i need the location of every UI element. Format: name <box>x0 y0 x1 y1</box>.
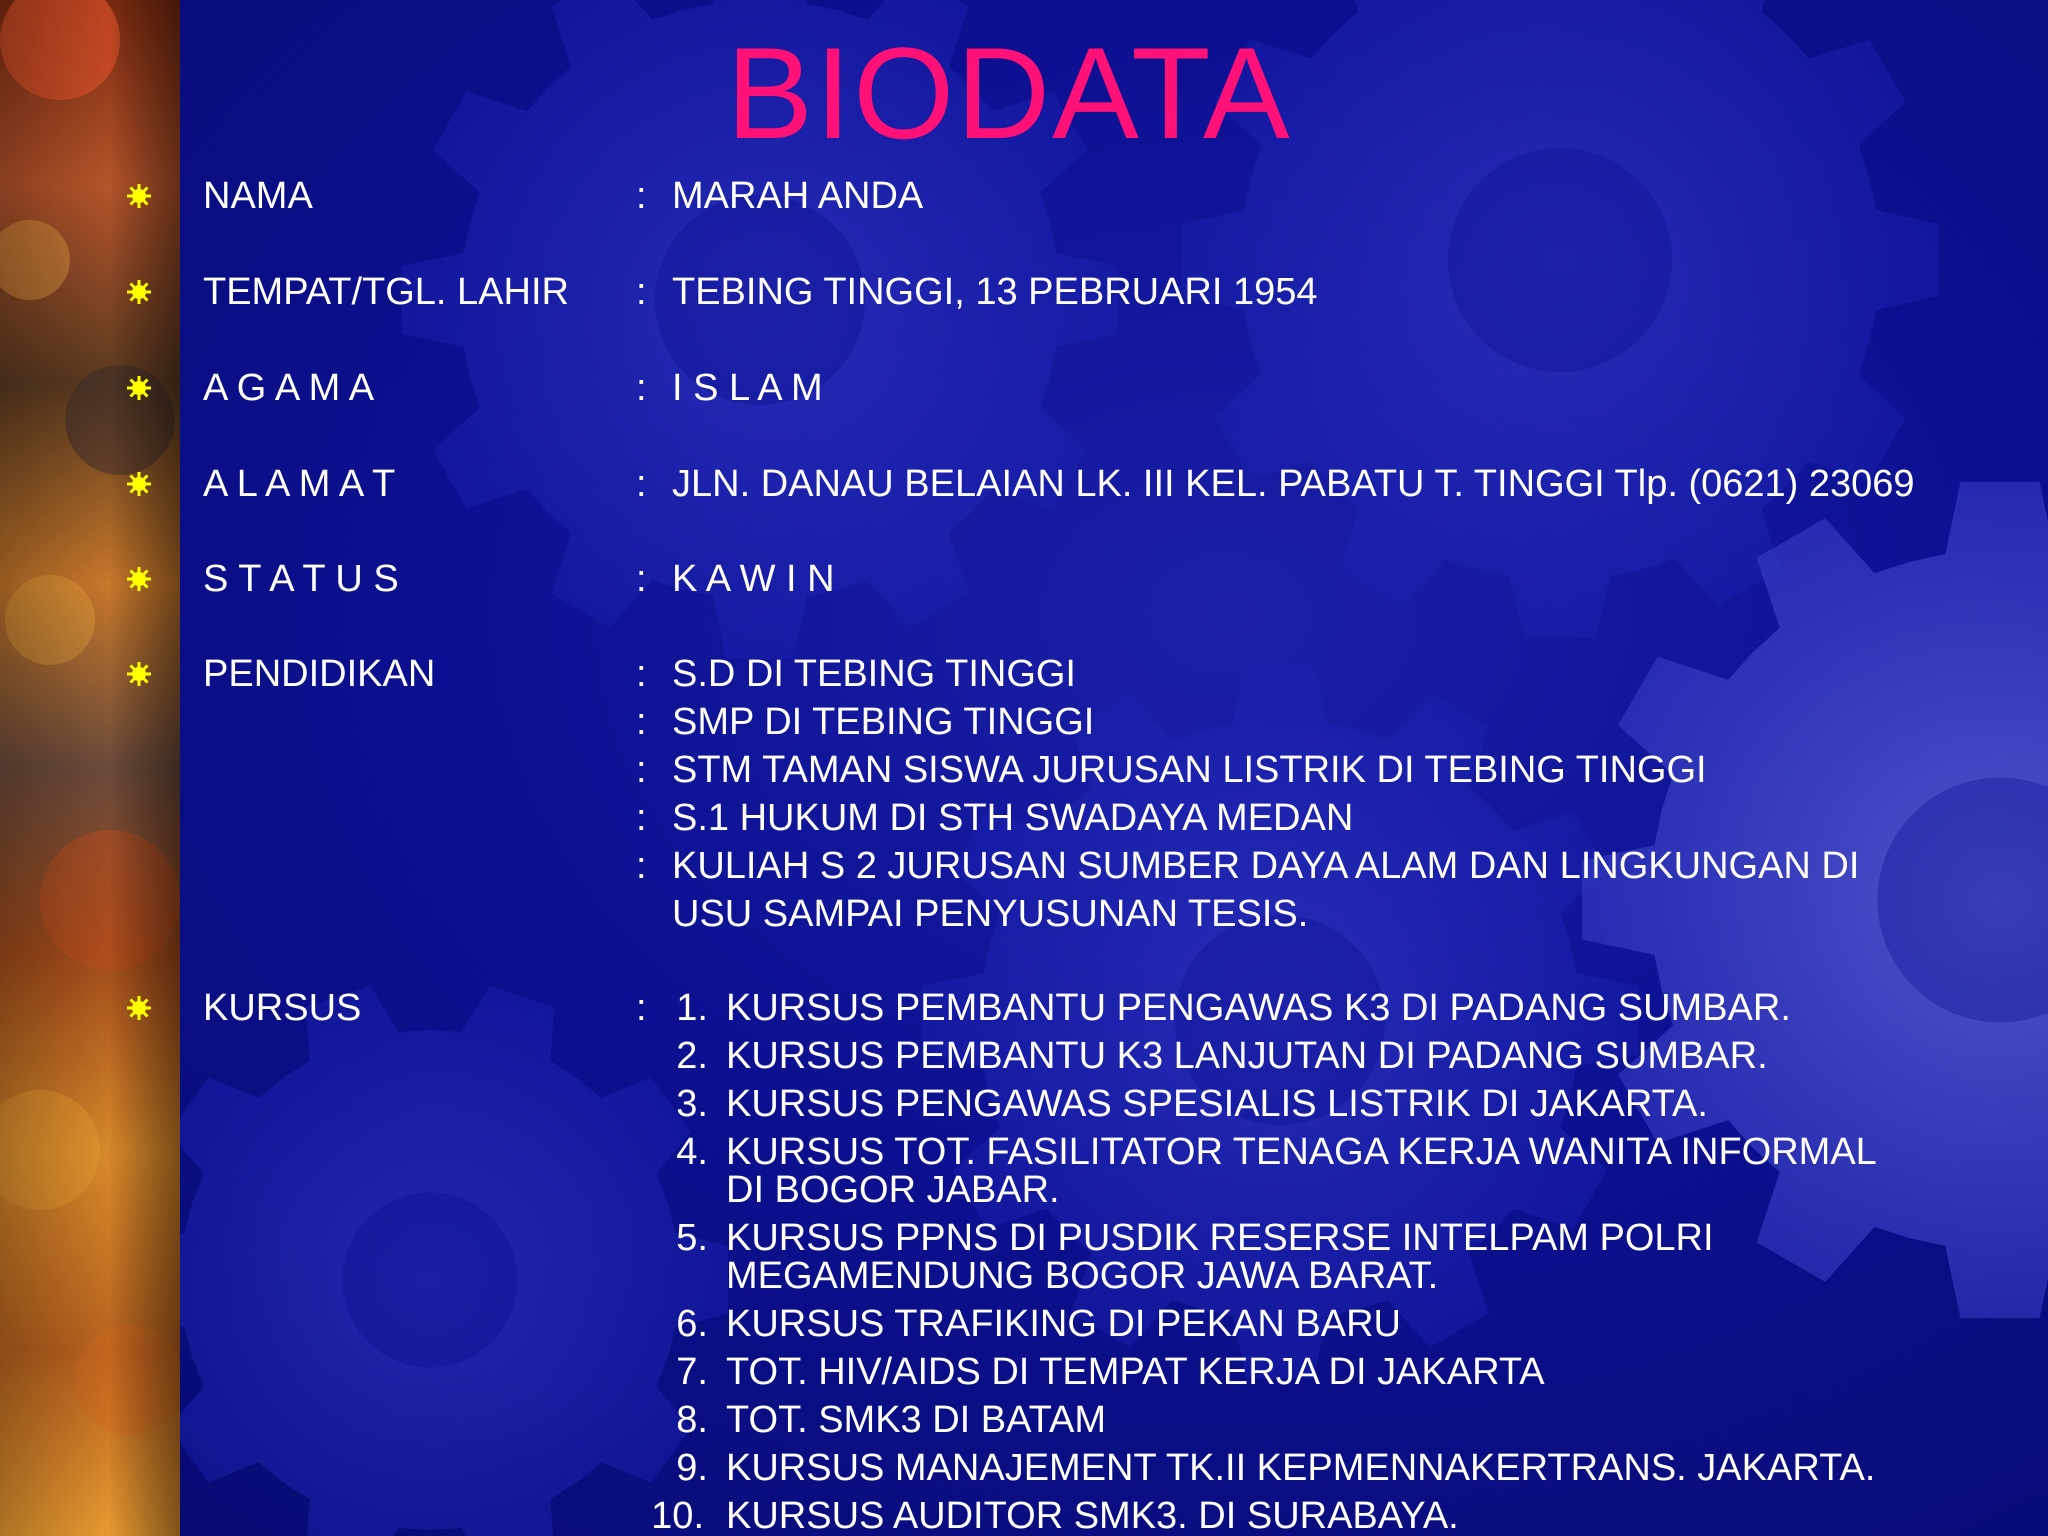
kursus-item-number: 8. <box>676 1399 708 1441</box>
pendidikan-colon: : <box>636 653 647 695</box>
kursus-item-text: KURSUS TOT. FASILITATOR TENAGA KERJA WANITA INFORMAL <box>726 1131 1877 1173</box>
kursus-item-text: KURSUS PENGAWAS SPESIALIS LISTRIK DI JAKARTA. <box>726 1083 1708 1125</box>
field-colon: : <box>636 367 647 409</box>
kursus-item-text: MEGAMENDUNG BOGOR JAWA BARAT. <box>726 1255 1439 1297</box>
field-label: S T A T U S <box>203 558 399 600</box>
kursus-item-text: KURSUS AUDITOR SMK3. DI SURABAYA. <box>726 1495 1459 1536</box>
kursus-item-text: TOT. HIV/AIDS DI TEMPAT KERJA DI JAKARTA <box>726 1351 1545 1393</box>
field-label: TEMPAT/TGL. LAHIR <box>203 271 569 313</box>
kursus-item-text: KURSUS PEMBANTU PENGAWAS K3 DI PADANG SUMBAR. <box>726 987 1791 1029</box>
field-label: A L A M A T <box>203 463 396 505</box>
pendidikan-label: PENDIDIKAN <box>203 653 436 695</box>
pendidikan-item: S.1 HUKUM DI STH SWADAYA MEDAN <box>672 797 1354 839</box>
gear-hub <box>1448 148 1672 372</box>
kursus-item-number: 3. <box>676 1083 708 1125</box>
kursus-item-number: 5. <box>676 1217 708 1259</box>
field-colon: : <box>636 558 647 600</box>
pendidikan-item: STM TAMAN SISWA JURUSAN LISTRIK DI TEBING TINGGI <box>672 749 1707 791</box>
kursus-item-text: KURSUS TRAFIKING DI PEKAN BARU <box>726 1303 1401 1345</box>
pendidikan-item: USU SAMPAI PENYUSUNAN TESIS. <box>672 893 1309 935</box>
kursus-item-text: KURSUS PEMBANTU K3 LANJUTAN DI PADANG SUMBAR. <box>726 1035 1768 1077</box>
field-label: A G A M A <box>203 367 375 409</box>
kursus-label: KURSUS <box>203 987 362 1029</box>
kursus-item-number: 1. <box>676 987 708 1029</box>
kursus-colon: : <box>636 987 647 1029</box>
gear-hub <box>343 1193 518 1368</box>
sun-bullet-icon <box>126 183 152 209</box>
pendidikan-colon: : <box>636 845 647 887</box>
pendidikan-colon: : <box>636 701 647 743</box>
kursus-item-number: 9. <box>676 1447 708 1489</box>
pendidikan-item: KULIAH S 2 JURUSAN SUMBER DAYA ALAM DAN LINGKUNGAN DI <box>672 845 1860 887</box>
page-title: BIODATA <box>726 20 1292 166</box>
pendidikan-colon: : <box>636 749 647 791</box>
field-value: K A W I N <box>672 558 835 600</box>
kursus-item-number: 2. <box>676 1035 708 1077</box>
sun-bullet-icon <box>126 566 152 592</box>
pendidikan-item: SMP DI TEBING TINGGI <box>672 701 1095 743</box>
kursus-item-number: 10. <box>651 1495 704 1536</box>
kursus-item-text: TOT. SMK3 DI BATAM <box>726 1399 1107 1441</box>
pendidikan-item: S.D DI TEBING TINGGI <box>672 653 1076 695</box>
field-colon: : <box>636 271 647 313</box>
field-colon: : <box>636 175 647 217</box>
sun-bullet-icon <box>126 995 152 1021</box>
field-value: JLN. DANAU BELAIAN LK. III KEL. PABATU T. TINGGI Tlp. (0621) 23069 <box>672 463 1915 505</box>
kursus-item-text: KURSUS PPNS DI PUSDIK RESERSE INTELPAM POLRI <box>726 1217 1714 1259</box>
kursus-item-number: 4. <box>676 1131 708 1173</box>
field-label: NAMA <box>203 175 313 217</box>
kursus-item-text: DI BOGOR JABAR. <box>726 1169 1060 1211</box>
pendidikan-colon: : <box>636 797 647 839</box>
field-value: TEBING TINGGI, 13 PEBRUARI 1954 <box>672 271 1318 313</box>
field-value: MARAH ANDA <box>672 175 924 217</box>
field-value: I S L A M <box>672 367 823 409</box>
sun-bullet-icon <box>126 375 152 401</box>
sun-bullet-icon <box>126 661 152 687</box>
left-decorative-strip <box>0 0 180 1536</box>
kursus-item-text: KURSUS MANAJEMENT TK.II KEPMENNAKERTRANS. JAKARTA. <box>726 1447 1876 1489</box>
kursus-item-number: 6. <box>676 1303 708 1345</box>
field-colon: : <box>636 463 647 505</box>
sun-bullet-icon <box>126 471 152 497</box>
kursus-item-number: 7. <box>676 1351 708 1393</box>
sun-bullet-icon <box>126 279 152 305</box>
